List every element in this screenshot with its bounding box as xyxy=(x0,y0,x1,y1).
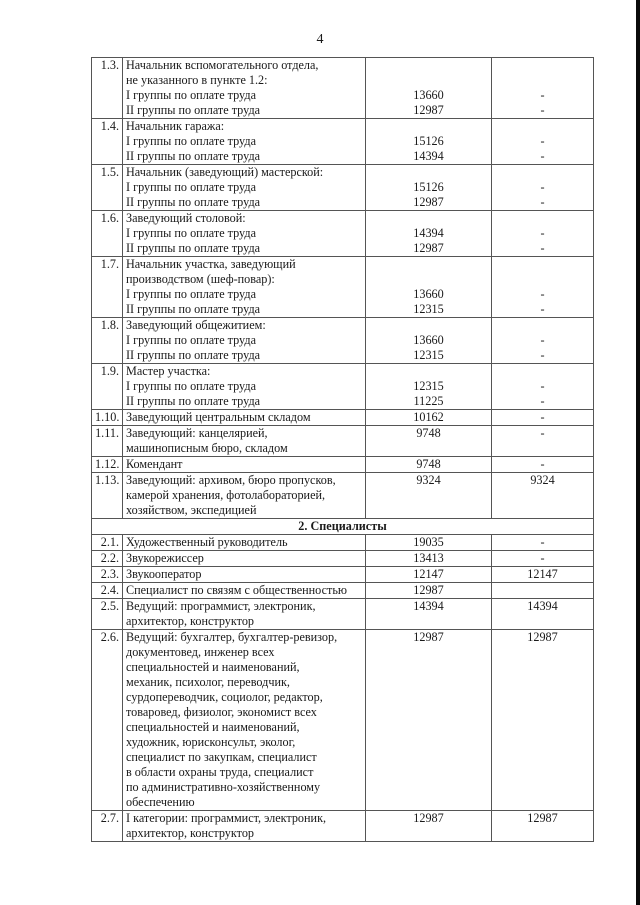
salary-value xyxy=(366,426,492,457)
table-row xyxy=(92,318,594,364)
spacer xyxy=(495,272,590,287)
row-number: 1.8. xyxy=(92,318,123,364)
secondary-text: - xyxy=(540,535,545,549)
table-row xyxy=(92,364,594,410)
position-text-line: I категории: программист, электроник, xyxy=(126,811,327,825)
row-number: 1.9. xyxy=(92,364,123,410)
position-title-line: Начальник вспомогательного отдела, xyxy=(126,58,319,72)
position-text-line: архитектор, конструктор xyxy=(126,614,255,628)
row-number: 1.3. xyxy=(92,58,123,119)
salary-value xyxy=(366,211,492,257)
salary-value xyxy=(366,811,492,842)
spacer xyxy=(495,73,590,88)
salary-value xyxy=(366,364,492,410)
pay-group-label: I группы по оплате труда xyxy=(126,88,256,102)
position-text-line: Звукооператор xyxy=(126,567,202,581)
secondary-value xyxy=(492,119,594,165)
pay-group-salary: 12315 xyxy=(413,348,444,362)
position-name xyxy=(123,318,366,364)
position-text-line: Ведущий: программист, электроник, xyxy=(126,599,316,613)
position-text-line: по административно-хозяйственному xyxy=(126,780,321,794)
row-number: 2.3. xyxy=(92,567,123,583)
position-text-line: Специалист по связям с общественностью xyxy=(126,583,347,597)
secondary-value xyxy=(492,583,594,599)
salary-value xyxy=(366,473,492,519)
position-name xyxy=(123,58,366,119)
pay-group-label: I группы по оплате труда xyxy=(126,379,256,393)
row-number: 2.5. xyxy=(92,599,123,630)
salary-table xyxy=(91,57,594,842)
position-text-line: документовед, инженер всех xyxy=(126,645,275,659)
secondary-text: - xyxy=(540,426,545,440)
salary-text: 12987 xyxy=(413,630,444,644)
pay-group-salary: 14394 xyxy=(413,226,444,240)
secondary-text: - xyxy=(540,410,545,424)
position-title-line: не указанного в пункте 1.2: xyxy=(126,73,268,87)
secondary-text: 14394 xyxy=(527,599,558,613)
salary-value xyxy=(366,119,492,165)
salary-text: 12987 xyxy=(413,811,444,825)
page-number: 4 xyxy=(316,32,324,47)
pay-group-salary: 13660 xyxy=(413,333,444,347)
secondary-text: 12147 xyxy=(527,567,558,581)
table-row xyxy=(92,119,594,165)
position-title-line: Мастер участка: xyxy=(126,364,211,378)
secondary-value xyxy=(492,630,594,811)
salary-value xyxy=(366,583,492,599)
pay-group-secondary: - xyxy=(540,379,545,393)
salary-text: 14394 xyxy=(413,599,444,613)
row-number: 1.13. xyxy=(92,473,123,519)
position-title-line: Начальник гаража: xyxy=(126,119,225,133)
position-text-line: в области охраны труда, специалист xyxy=(126,765,314,779)
pay-group-salary: 13660 xyxy=(413,287,444,301)
pay-group-salary: 13660 xyxy=(413,88,444,102)
secondary-value xyxy=(492,811,594,842)
pay-group-label: I группы по оплате труда xyxy=(126,180,256,194)
table-row xyxy=(92,535,594,551)
salary-table-body xyxy=(92,58,594,842)
salary-text: 12147 xyxy=(413,567,444,581)
salary-text: 10162 xyxy=(413,410,444,424)
secondary-text xyxy=(495,583,590,598)
salary-value xyxy=(366,58,492,119)
table-row xyxy=(92,567,594,583)
position-text-line: Художественный руководитель xyxy=(126,535,288,549)
spacer xyxy=(369,58,488,73)
position-text-line: Звукорежиссер xyxy=(126,551,204,565)
secondary-value xyxy=(492,426,594,457)
salary-value xyxy=(366,410,492,426)
pay-group-label: I группы по оплате труда xyxy=(126,333,256,347)
pay-group-label: I группы по оплате труда xyxy=(126,287,256,301)
salary-value xyxy=(366,551,492,567)
position-text-line: машинописным бюро, складом xyxy=(126,441,288,455)
row-number: 2.2. xyxy=(92,551,123,567)
row-number: 1.10. xyxy=(92,410,123,426)
position-name xyxy=(123,211,366,257)
pay-group-salary: 12987 xyxy=(413,195,444,209)
secondary-value xyxy=(492,535,594,551)
position-title-line: производством (шеф-повар): xyxy=(126,272,275,286)
spacer xyxy=(369,257,488,272)
secondary-text: 12987 xyxy=(527,630,558,644)
position-title-line: Начальник участка, заведующий xyxy=(126,257,296,271)
pay-group-salary: 12315 xyxy=(413,302,444,316)
row-number: 1.12. xyxy=(92,457,123,473)
secondary-text: - xyxy=(540,551,545,565)
position-text-line: Заведующий: архивом, бюро пропусков, xyxy=(126,473,336,487)
salary-value xyxy=(366,567,492,583)
pay-group-secondary: - xyxy=(540,88,545,102)
position-name xyxy=(123,535,366,551)
secondary-value xyxy=(492,567,594,583)
spacer xyxy=(369,119,488,134)
position-name xyxy=(123,473,366,519)
pay-group-salary: 12987 xyxy=(413,241,444,255)
position-text-line: Ведущий: бухгалтер, бухгалтер-ревизор, xyxy=(126,630,338,644)
pay-group-secondary: - xyxy=(540,226,545,240)
pay-group-label: I группы по оплате труда xyxy=(126,226,256,240)
salary-value xyxy=(366,318,492,364)
pay-group-label: II группы по оплате труда xyxy=(126,103,261,117)
spacer xyxy=(495,257,590,272)
pay-group-label: I группы по оплате труда xyxy=(126,134,256,148)
table-row xyxy=(92,257,594,318)
salary-value xyxy=(366,535,492,551)
row-number: 1.5. xyxy=(92,165,123,211)
table-row xyxy=(92,811,594,842)
salary-value xyxy=(366,257,492,318)
secondary-text: 12987 xyxy=(527,811,558,825)
pay-group-salary: 14394 xyxy=(413,149,444,163)
scan-edge xyxy=(636,0,640,905)
spacer xyxy=(495,318,590,333)
position-name xyxy=(123,165,366,211)
pay-group-secondary: - xyxy=(540,333,545,347)
pay-group-secondary: - xyxy=(540,348,545,362)
secondary-value xyxy=(492,599,594,630)
table-row xyxy=(92,551,594,567)
section-title: 2. Специалисты xyxy=(92,519,594,535)
salary-text: 9324 xyxy=(416,473,441,487)
row-number: 1.7. xyxy=(92,257,123,318)
position-text-line: товаровед, физиолог, экономист всех xyxy=(126,705,317,719)
table-row xyxy=(92,426,594,457)
spacer xyxy=(369,318,488,333)
pay-group-secondary: - xyxy=(540,302,545,316)
position-name xyxy=(123,257,366,318)
row-number: 2.4. xyxy=(92,583,123,599)
salary-value xyxy=(366,599,492,630)
salary-text: 13413 xyxy=(413,551,444,565)
row-number: 1.4. xyxy=(92,119,123,165)
row-number: 1.11. xyxy=(92,426,123,457)
row-number: 2.6. xyxy=(92,630,123,811)
position-text-line: камерой хранения, фотолабораторией, xyxy=(126,488,326,502)
position-text-line: механик, психолог, переводчик, xyxy=(126,675,290,689)
position-title-line: Заведующий общежитием: xyxy=(126,318,266,332)
spacer xyxy=(495,165,590,180)
position-text-line: хозяйством, экспедицией xyxy=(126,503,257,517)
pay-group-salary: 15126 xyxy=(413,180,444,194)
table-row xyxy=(92,457,594,473)
position-text-line: художник, юрисконсульт, эколог, xyxy=(126,735,296,749)
spacer xyxy=(369,165,488,180)
pay-group-secondary: - xyxy=(540,103,545,117)
salary-value xyxy=(366,457,492,473)
position-text-line: специальностей и наименований, xyxy=(126,720,300,734)
salary-text: 19035 xyxy=(413,535,444,549)
position-name xyxy=(123,119,366,165)
secondary-value xyxy=(492,58,594,119)
table-row xyxy=(92,473,594,519)
secondary-value xyxy=(492,257,594,318)
pay-group-salary: 11225 xyxy=(413,394,444,408)
spacer xyxy=(369,73,488,88)
salary-value xyxy=(366,630,492,811)
secondary-value xyxy=(492,473,594,519)
secondary-text: - xyxy=(540,457,545,471)
secondary-value xyxy=(492,318,594,364)
secondary-value xyxy=(492,410,594,426)
position-name xyxy=(123,457,366,473)
table-row xyxy=(92,583,594,599)
table-row xyxy=(92,165,594,211)
salary-text: 12987 xyxy=(413,583,444,597)
pay-group-secondary: - xyxy=(540,394,545,408)
pay-group-secondary: - xyxy=(540,195,545,209)
pay-group-label: II группы по оплате труда xyxy=(126,241,261,255)
pay-group-label: II группы по оплате труда xyxy=(126,394,261,408)
secondary-text: 9324 xyxy=(530,473,555,487)
pay-group-label: II группы по оплате труда xyxy=(126,149,261,163)
pay-group-salary: 12987 xyxy=(413,103,444,117)
pay-group-secondary: - xyxy=(540,134,545,148)
salary-value xyxy=(366,165,492,211)
position-title-line: Заведующий столовой: xyxy=(126,211,246,225)
table-row xyxy=(92,410,594,426)
spacer xyxy=(369,211,488,226)
secondary-value xyxy=(492,211,594,257)
position-name xyxy=(123,630,366,811)
position-text-line: архитектор, конструктор xyxy=(126,826,255,840)
table-row xyxy=(92,58,594,119)
position-title-line: Начальник (заведующий) мастерской: xyxy=(126,165,324,179)
position-name xyxy=(123,364,366,410)
section-row xyxy=(92,519,594,535)
spacer xyxy=(495,364,590,379)
position-name xyxy=(123,567,366,583)
secondary-value xyxy=(492,364,594,410)
position-text-line: Комендант xyxy=(126,457,183,471)
secondary-value xyxy=(492,165,594,211)
table-row xyxy=(92,630,594,811)
position-name xyxy=(123,410,366,426)
spacer xyxy=(369,364,488,379)
position-name xyxy=(123,551,366,567)
pay-group-secondary: - xyxy=(540,287,545,301)
pay-group-salary: 15126 xyxy=(413,134,444,148)
position-text-line: Заведующий: канцелярией, xyxy=(126,426,268,440)
position-text-line: обеспечению xyxy=(126,795,195,809)
position-name xyxy=(123,583,366,599)
position-text-line: Заведующий центральным складом xyxy=(126,410,311,424)
secondary-value xyxy=(492,457,594,473)
position-name xyxy=(123,426,366,457)
row-number: 2.1. xyxy=(92,535,123,551)
secondary-value xyxy=(492,551,594,567)
position-name xyxy=(123,599,366,630)
pay-group-label: II группы по оплате труда xyxy=(126,348,261,362)
pay-group-secondary: - xyxy=(540,241,545,255)
table-row xyxy=(92,211,594,257)
position-text-line: сурдопереводчик, социолог, редактор, xyxy=(126,690,323,704)
position-text-line: специалист по закупкам, специалист xyxy=(126,750,317,764)
position-text-line: специальностей и наименований, xyxy=(126,660,300,674)
pay-group-secondary: - xyxy=(540,180,545,194)
spacer xyxy=(495,211,590,226)
table-row xyxy=(92,599,594,630)
spacer xyxy=(369,272,488,287)
position-name xyxy=(123,811,366,842)
pay-group-label: II группы по оплате труда xyxy=(126,302,261,316)
row-number: 1.6. xyxy=(92,211,123,257)
salary-text: 9748 xyxy=(416,457,441,471)
pay-group-label: II группы по оплате труда xyxy=(126,195,261,209)
spacer xyxy=(495,58,590,73)
spacer xyxy=(495,119,590,134)
row-number: 2.7. xyxy=(92,811,123,842)
pay-group-secondary: - xyxy=(540,149,545,163)
pay-group-salary: 12315 xyxy=(413,379,444,393)
salary-text: 9748 xyxy=(416,426,441,440)
